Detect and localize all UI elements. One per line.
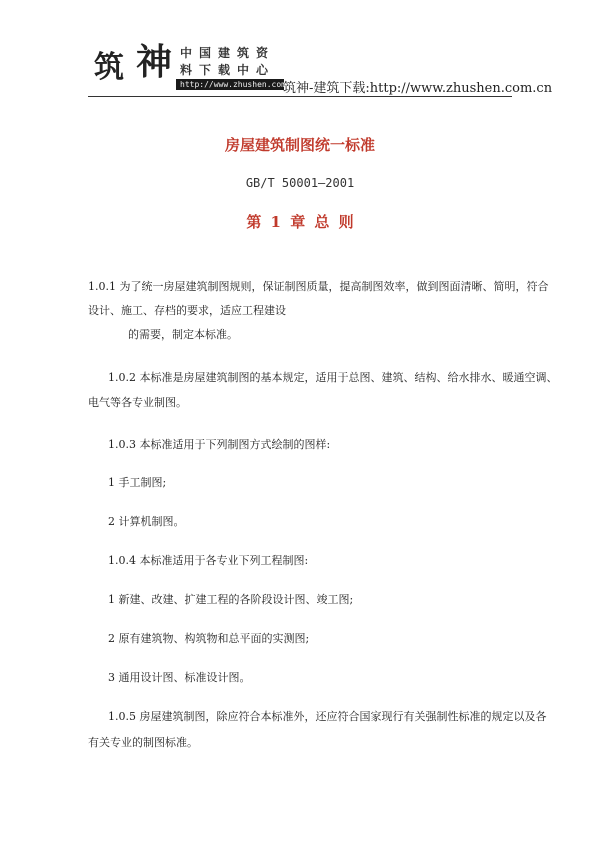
page-header: [0, 0, 600, 100]
site-link-text[interactable]: 筑神-建筑下载:http://www.zhushen.com.cn: [283, 81, 553, 96]
standard-number: GB/T 50001—2001: [245, 176, 355, 190]
clause-1-0-5-line-2: 有关专业的制图标准。: [88, 736, 198, 749]
clause-1-0-4: 1.0.4 本标准适用于各专业下列工程制图:: [108, 554, 309, 567]
logo-char-shen: 神: [136, 41, 173, 83]
document-title: 房屋建筑制图统一标准: [224, 136, 375, 154]
clause-1-0-4-item-1: 1 新建、改建、扩建工程的各阶段设计图、竣工图;: [108, 593, 354, 606]
clause-1-0-3-item-2: 2 计算机制图。: [108, 515, 185, 528]
clause-1-0-3: 1.0.3 本标准适用于下列制图方式绘制的图样:: [108, 438, 331, 451]
clause-1-0-5-line-1: 1.0.5 房屋建筑制图，除应符合本标准外，还应符合国家现行有关强制性标准的规定以及各: [108, 710, 547, 723]
header-divider: [88, 96, 512, 97]
clause-1-0-2-line-2: 电气等各专业制图。: [88, 396, 187, 409]
clause-1-0-4-item-2: 2 原有建筑物、构筑物和总平面的实测图;: [108, 632, 310, 645]
clause-1-0-1-line-2: 设计、施工、存档的要求，适应工程建设: [88, 304, 286, 317]
clause-1-0-1-line-3: 的需要，制定本标准。: [128, 328, 238, 341]
clause-1-0-2-line-1: 1.0.2 本标准是房屋建筑制图的基本规定，适用于总图、建筑、结构、给水排水、暖通空调、: [108, 371, 558, 384]
logo-char-zhu: 筑: [94, 50, 124, 85]
logo-subtitle-row-2: 料下载中心: [180, 63, 276, 77]
logo-url-banner: http://www.zhushen.com.cn: [176, 79, 284, 90]
clause-1-0-4-item-3: 3 通用设计图、标准设计图。: [108, 671, 251, 684]
chapter-title: 第 1 章 总 则: [246, 213, 354, 231]
clause-1-0-1-line-1: 1.0.1 为了统一房屋建筑制图规则，保证制图质量，提高制图效率，做到图面清晰、简明，符合: [88, 280, 549, 293]
logo-subtitle-row-1: 中国建筑资: [180, 46, 276, 60]
clause-1-0-3-item-1: 1 手工制图;: [108, 476, 167, 489]
